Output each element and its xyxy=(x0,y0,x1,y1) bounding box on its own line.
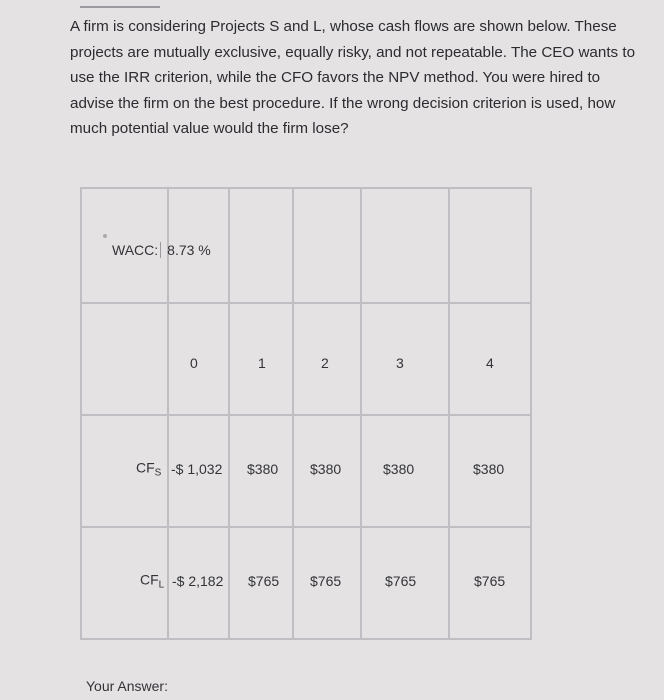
cf-l-t4: $765 xyxy=(474,573,506,589)
cf-l-t2: $765 xyxy=(310,573,342,589)
cf-l-label-text: CF xyxy=(140,571,159,588)
question-line-5: much potential value would the firm lose? xyxy=(70,120,349,137)
grid-line xyxy=(292,187,294,639)
your-answer-label: Your Answer: xyxy=(86,678,168,694)
period-4: 4 xyxy=(486,355,494,371)
grid-line xyxy=(80,526,532,528)
grid-line xyxy=(228,187,230,639)
cf-l-label xyxy=(140,572,164,591)
period-0: 0 xyxy=(190,355,198,371)
grid-line xyxy=(360,187,362,639)
grid-line xyxy=(530,187,532,639)
period-2: 2 xyxy=(321,355,329,371)
top-rule xyxy=(80,6,160,8)
cash-flow-grid xyxy=(80,187,532,639)
grid-line xyxy=(80,414,532,416)
question-line-3: use the IRR criterion, while the CFO favors the NPV method. You were hired to xyxy=(70,69,601,86)
cf-s-t4: $380 xyxy=(473,461,505,477)
grid-line xyxy=(80,302,532,304)
period-1: 1 xyxy=(258,355,266,371)
cf-s-t3: $380 xyxy=(383,461,415,477)
cf-s-t2: $380 xyxy=(310,461,342,477)
question-line-2: projects are mutually exclusive, equally risky, and not repeatable. The CEO wants to xyxy=(70,43,636,61)
question-text xyxy=(70,14,645,142)
cf-l-t1: $765 xyxy=(248,573,280,589)
cf-s-subscript: S xyxy=(154,467,162,479)
cf-l-t0: -$ 2,182 xyxy=(172,573,224,589)
cf-l-t3: $765 xyxy=(385,573,417,589)
cf-l-subscript: L xyxy=(158,579,165,591)
question-line-4: advise the firm on the best procedure. If the wrong decision criterion is used, how xyxy=(70,94,616,112)
wacc-value: 8.73 % xyxy=(167,242,211,258)
decorative-dot xyxy=(103,234,107,238)
grid-line xyxy=(80,187,532,189)
period-3: 3 xyxy=(396,355,404,371)
cf-s-label xyxy=(136,460,161,479)
grid-line xyxy=(80,638,532,640)
wacc-label: WACC: xyxy=(112,242,161,258)
cf-s-t0: -$ 1,032 xyxy=(171,461,223,477)
cf-s-t1: $380 xyxy=(247,461,279,477)
question-line-1: A firm is considering Projects S and L, whose cash flows are shown below. These xyxy=(70,18,617,35)
wacc-cell xyxy=(112,242,211,258)
grid-line xyxy=(80,187,82,639)
grid-line xyxy=(448,187,450,639)
cf-s-label-text: CF xyxy=(136,459,155,476)
